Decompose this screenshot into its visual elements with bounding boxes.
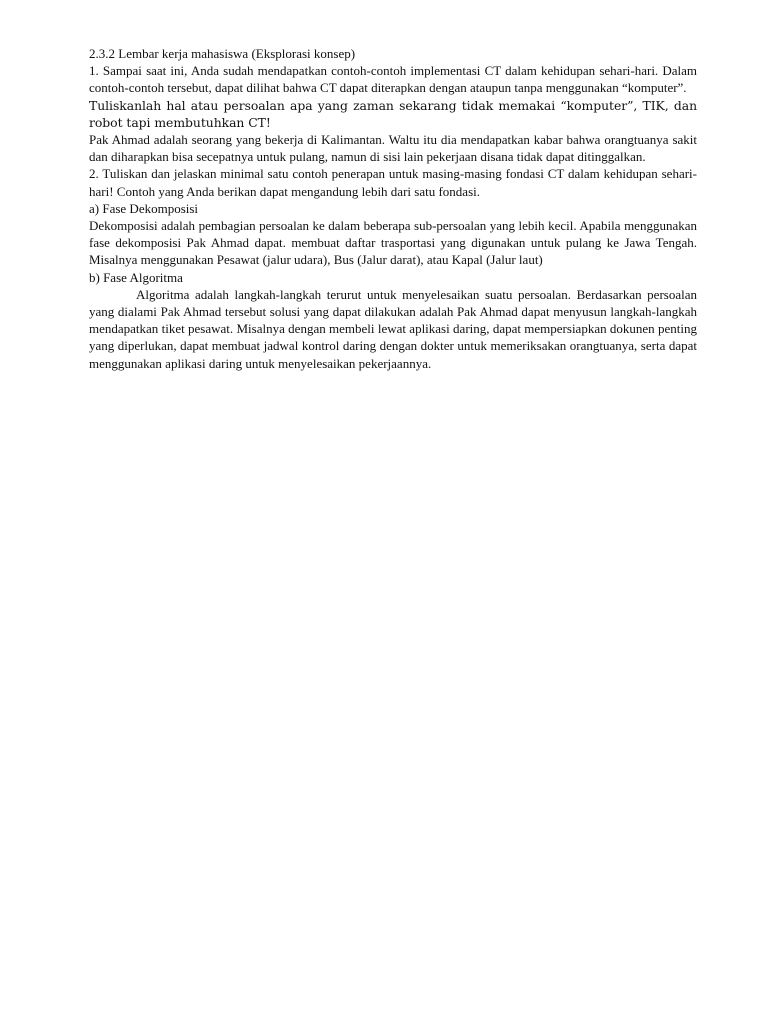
question-1-answer: Pak Ahmad adalah seorang yang bekerja di Kalimantan. Waltu itu dia mendapatkan kabar bahwa orangtuanya sakit dan diharapkan bisa secepatnya untuk pulang, namun di sisi lain pekerjaan disana tidak dapat ditinggalkan. (89, 132, 697, 165)
phase-a-body: Dekomposisi adalah pembagian persoalan ke dalam beberapa sub-persoalan yang lebih kecil. Apabila menggunakan fase dekomposisi Pak Ahmad dapat. membuat daftar trasportasi yang digunakan untuk pulang ke Jawa Tengah. Misalnya menggunakan Pesawat (jalur udara), Bus (Jalur darat), atau Kapal (Jalur laut) (89, 218, 697, 268)
question-1-text: 1. Sampai saat ini, Anda sudah mendapatkan contoh-contoh implementasi CT dalam kehidupan sehari-hari. Dalam contoh-contoh tersebut, dapat dilihat bahwa CT dapat diterapkan dengan ataupun tanpa menggunakan “komputer”. (89, 63, 697, 96)
phase-a-title: a) Fase Dekomposisi (89, 200, 199, 216)
question-1-instruction: Tuliskanlah hal atau persoalan apa yang zaman sekarang tidak memakai “komputer”, TIK, dan robot tapi membutuhkan CT! (89, 97, 697, 130)
section-heading: 2.3.2 Lembar kerja mahasiswa (Eksplorasi konsep) (89, 46, 356, 61)
phase-b-title: b) Fase Algoritma (89, 269, 183, 285)
phase-b-body: Algoritma adalah langkah-langkah terurut untuk menyelesaikan suatu persoalan. Berdasarkan persoalan yang dialami Pak Ahmad tersebut solusi yang dapat dilakukan adalah Pak Ahmad dapat menyusun langkah-langkah mendapatkan tiket pesawat. Misalnya dengan membeli lewat aplikasi daring, dapat mempersiapkan dokunen penting yang diperlukan, dapat membuat jadwal kontrol daring dengan dokter untuk memeriksakan orangtuanya, serta dapat menggunakan aplikasi daring untuk menyelesaikan pekerjaannya. (89, 286, 697, 371)
question-2-text: 2. Tuliskan dan jelaskan minimal satu contoh penerapan untuk masing-masing fondasi CT dalam kehidupan sehari-hari! Contoh yang Anda berikan dapat mengandung lebih dari satu fondasi. (89, 166, 697, 199)
document-page (89, 45, 697, 372)
